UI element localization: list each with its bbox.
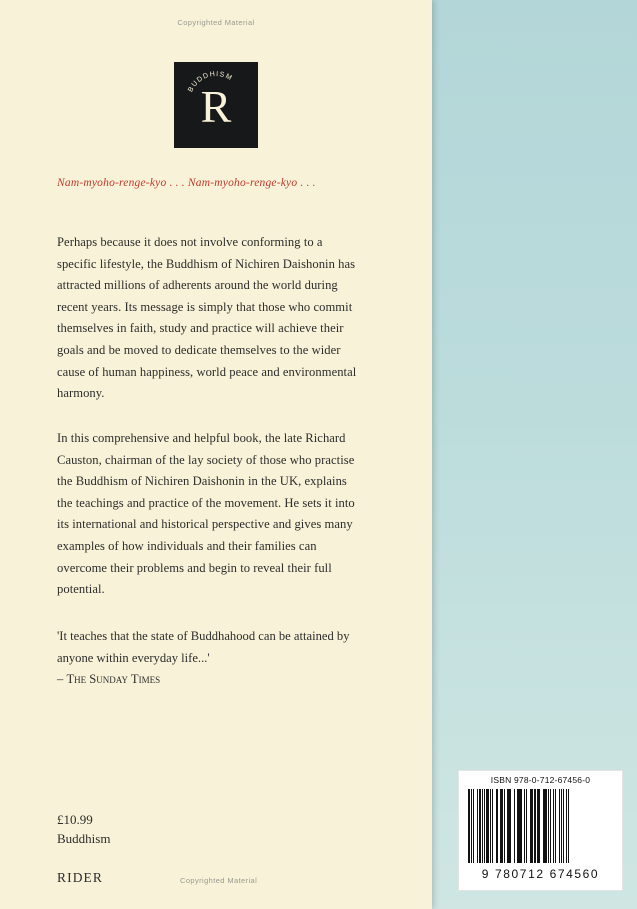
- review-quote-text: 'It teaches that the state of Buddhahood can be attained by anyone within everyday life...': [57, 629, 350, 665]
- barcode-bars: [468, 789, 613, 863]
- barcode-digits: 9 780712 674560: [481, 867, 600, 881]
- publisher-logo: [174, 62, 258, 148]
- imprint-name: RIDER: [57, 870, 103, 885]
- publisher-logo-letter: R: [200, 81, 232, 132]
- copyright-notice-top: Copyrighted Material: [177, 18, 255, 27]
- review-quote-block: [57, 626, 377, 691]
- category-label: Buddhism: [57, 831, 111, 846]
- copyright-notice-bottom: Copyrighted Material: [180, 876, 258, 885]
- svg-text:BUDDHISM: BUDDHISM: [187, 70, 234, 94]
- chant-line: Nam-myoho-renge-kyo . . . Nam-myoho-renge-kyo . . .: [57, 177, 316, 189]
- price-label: £10.99: [57, 812, 93, 827]
- blurb-paragraph-2: In this comprehensive and helpful book, the late Richard Causton, chairman of the lay society of those who practise the Buddhism of Nichiren Daishonin in the UK, explains the teachings and practice of the movement. He sets it into its international and historical perspective and gives many examples of how individuals and their families can overcome their problems and begin to reveal their full potential.: [57, 431, 355, 597]
- blurb-paragraph-1: Perhaps because it does not involve conforming to a specific lifestyle, the Buddhism of Nichiren Daishonin has attracted millions of adherents around the world during recent years. Its message is simply that those who commit themselves in faith, study and practice will achieve their goals and be moved to dedicate themselves to the wider cause of human happiness, world peace and environmental harmony.: [57, 235, 357, 401]
- isbn-label: ISBN 978-0-712-67456-0: [490, 775, 591, 785]
- barcode-block: [458, 770, 623, 891]
- review-source-name: The Sunday Times: [66, 672, 161, 687]
- review-attribution: [57, 669, 377, 691]
- review-attribution-dash: –: [57, 672, 67, 687]
